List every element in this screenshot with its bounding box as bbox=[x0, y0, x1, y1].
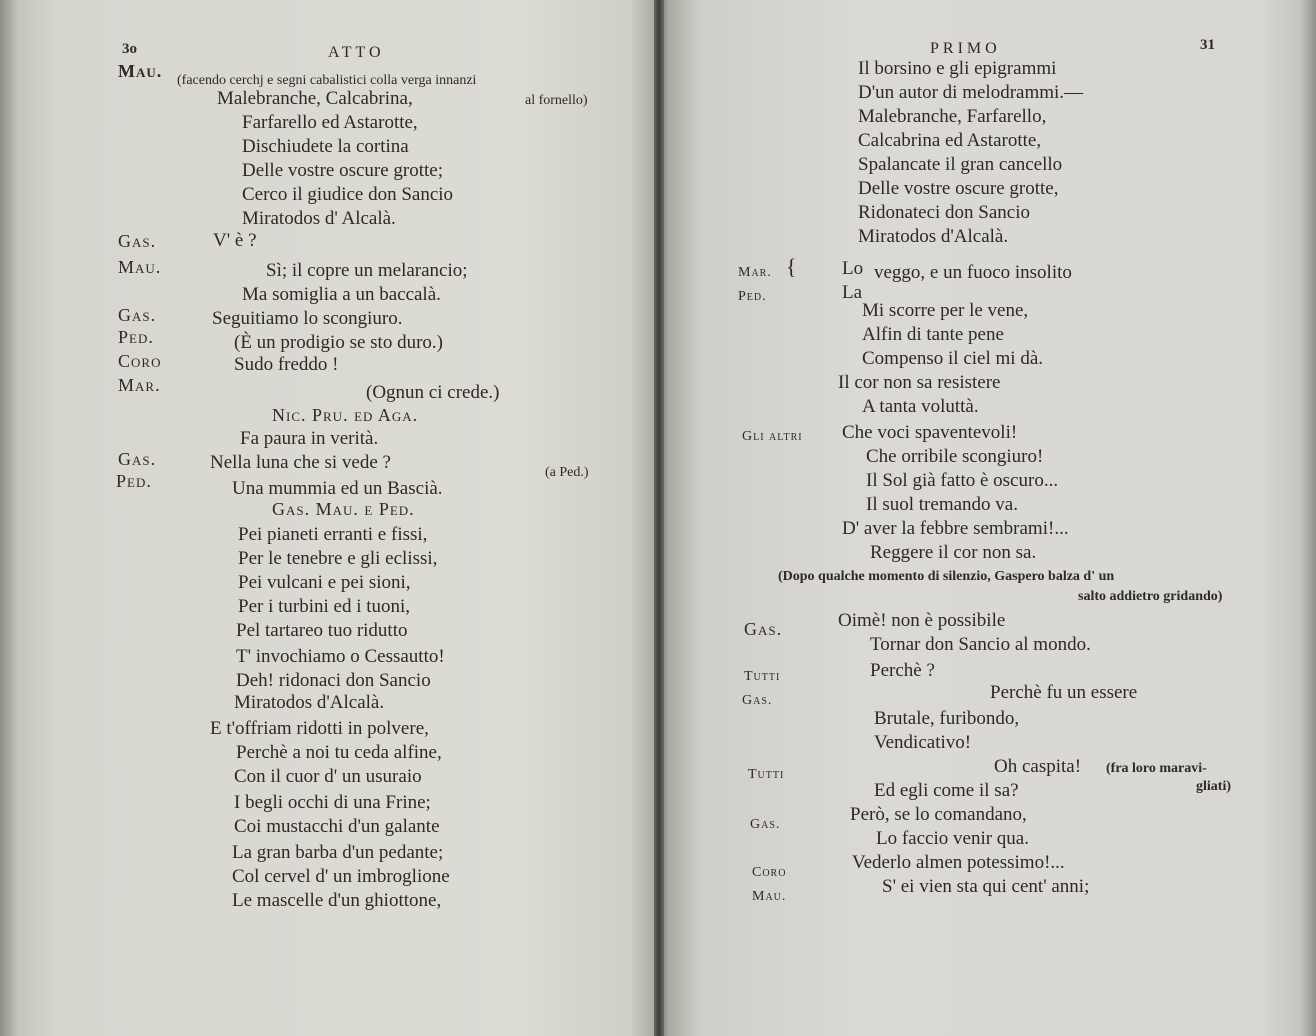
verse-line: E t'offriam ridotti in polvere, bbox=[210, 718, 429, 739]
verse-line: Farfarello ed Astarotte, bbox=[242, 112, 418, 133]
verse-line: Sudo freddo ! bbox=[234, 354, 339, 375]
speaker-group: Gas. Mau. e Ped. bbox=[272, 499, 415, 519]
verse-line: Calcabrina ed Astarotte, bbox=[858, 130, 1042, 151]
speaker: Coro bbox=[752, 865, 787, 880]
verse-line: T' invochiamo o Cessautto! bbox=[236, 646, 445, 667]
verse-line: Per le tenebre e gli eclissi, bbox=[238, 548, 438, 569]
verse-line: Mi scorre per le vene, bbox=[862, 300, 1029, 321]
verse-line: Tornar don Sancio al mondo. bbox=[870, 634, 1091, 655]
book-spine bbox=[654, 0, 664, 1036]
verse-line: Alfin di tante pene bbox=[862, 324, 1004, 345]
verse-line: (Ognun ci crede.) bbox=[366, 382, 500, 403]
speaker: Gas. bbox=[118, 231, 157, 251]
verse-line: Lo faccio venir qua. bbox=[876, 828, 1029, 849]
verse-line: Spalancate il gran cancello bbox=[858, 154, 1063, 175]
verse-line: Ed egli come il sa? bbox=[874, 780, 1019, 801]
speaker: Gas. bbox=[118, 305, 157, 325]
brace: { bbox=[786, 254, 797, 279]
page-number: 31 bbox=[1200, 37, 1215, 53]
verse-line: Malebranche, Calcabrina, bbox=[217, 88, 413, 109]
verse-line: Il suol tremando va. bbox=[866, 494, 1018, 515]
speaker: Ped. bbox=[118, 327, 154, 347]
speaker: Gas. bbox=[750, 817, 781, 832]
speaker: Mau. bbox=[118, 61, 163, 81]
verse-line: Il Sol già fatto è oscuro... bbox=[866, 470, 1059, 491]
page-number: 3o bbox=[122, 41, 137, 57]
verse-line: Però, se lo comandano, bbox=[850, 804, 1027, 825]
verse-line: Per i turbini ed i tuoni, bbox=[238, 596, 411, 617]
verse-line: Reggere il cor non sa. bbox=[870, 542, 1037, 563]
speaker: Coro bbox=[118, 351, 162, 371]
verse-line: Delle vostre oscure grotte; bbox=[242, 160, 444, 181]
verse-line: Oimè! non è possibile bbox=[838, 610, 1006, 631]
verse-line: A tanta voluttà. bbox=[862, 396, 979, 417]
verse-line: veggo, e un fuoco insolito bbox=[874, 262, 1072, 283]
verse-line: Miratodos d' Alcalà. bbox=[242, 208, 396, 229]
verse-line: Brutale, furibondo, bbox=[874, 708, 1020, 729]
speaker: Mar. bbox=[738, 265, 772, 280]
verse-line: Il borsino e gli epigrammi bbox=[858, 58, 1057, 79]
right-page bbox=[660, 0, 1316, 1036]
verse-line: Cerco il giudice don Sancio bbox=[242, 184, 454, 205]
verse-line: La gran barba d'un pedante; bbox=[232, 842, 444, 863]
verse-line: Sì; il copre un melarancio; bbox=[266, 260, 468, 281]
speaker: Gas. bbox=[744, 619, 783, 639]
verse-line: Il cor non sa resistere bbox=[838, 372, 1001, 393]
verse-line: Pei vulcani e pei sioni, bbox=[238, 572, 411, 593]
stage-direction: (Dopo qualche momento di silenzio, Gaspero balza d' un bbox=[778, 569, 1115, 584]
verse-line: Dischiudete la cortina bbox=[242, 136, 409, 157]
stage-direction: (a Ped.) bbox=[545, 465, 589, 480]
verse-line: Che orribile scongiuro! bbox=[866, 446, 1044, 467]
stage-direction: (fra loro maravi- bbox=[1106, 761, 1207, 776]
verse-line: Delle vostre oscure grotte, bbox=[858, 178, 1059, 199]
verse-line: Vederlo almen potessimo!... bbox=[852, 852, 1065, 873]
speaker: Ped. bbox=[116, 471, 152, 491]
verse-line: Vendicativo! bbox=[874, 732, 972, 753]
verse-line: Le mascelle d'un ghiottone, bbox=[232, 890, 442, 911]
verse-line: Oh caspita! bbox=[994, 756, 1082, 777]
verse-line: I begli occhi di una Frine; bbox=[234, 792, 431, 813]
verse-line: Col cervel d' un imbroglione bbox=[232, 866, 450, 887]
stage-direction: salto addietro gridando) bbox=[1078, 589, 1223, 604]
speaker: Mau. bbox=[752, 889, 787, 904]
page-header: ATTO bbox=[328, 44, 385, 61]
verse-line: Pei pianeti erranti e fissi, bbox=[238, 524, 428, 545]
speaker: Tutti bbox=[748, 767, 785, 782]
verse-line: Lo bbox=[842, 258, 864, 279]
verse-line: D' aver la febbre sembrami!... bbox=[842, 518, 1069, 539]
speaker: Tutti bbox=[744, 669, 781, 684]
speaker: Ped. bbox=[738, 289, 767, 304]
verse-line: Nella luna che si vede ? bbox=[210, 452, 391, 473]
verse-line: Ma somiglia a un baccalà. bbox=[242, 284, 441, 305]
verse-line: Che voci spaventevoli! bbox=[842, 422, 1018, 443]
stage-direction: (facendo cerchj e segni cabalistici colla verga innanzi bbox=[177, 73, 477, 88]
verse-line: (È un prodigio se sto duro.) bbox=[234, 332, 443, 353]
verse-line: Miratodos d'Alcalà. bbox=[234, 692, 385, 713]
speaker: Gas. bbox=[118, 449, 157, 469]
verse-line: Malebranche, Farfarello, bbox=[858, 106, 1047, 127]
verse-line: Coi mustacchi d'un galante bbox=[234, 816, 440, 837]
speaker: Gas. bbox=[742, 693, 773, 708]
verse-line: Perchè a noi tu ceda alfine, bbox=[236, 742, 442, 763]
speaker: Mau. bbox=[118, 257, 162, 277]
verse-line: Miratodos d'Alcalà. bbox=[858, 226, 1009, 247]
verse-line: Seguitiamo lo scongiuro. bbox=[212, 308, 403, 329]
verse-line: Fa paura in verità. bbox=[240, 428, 379, 449]
stage-direction: al fornello) bbox=[525, 93, 588, 108]
speaker: Mar. bbox=[118, 375, 161, 395]
verse-line: Con il cuor d' un usuraio bbox=[234, 766, 422, 787]
speaker-group: Nic. Pru. ed Aga. bbox=[272, 405, 419, 425]
verse-line: D'un autor di melodrammi.— bbox=[858, 82, 1084, 103]
verse-line: Ridonateci don Sancio bbox=[858, 202, 1031, 223]
verse-line: Perchè fu un essere bbox=[990, 682, 1138, 703]
verse-line: Compenso il ciel mi dà. bbox=[862, 348, 1044, 369]
stage-direction: gliati) bbox=[1196, 779, 1231, 794]
verse-line: S' ei vien sta qui cent' anni; bbox=[882, 876, 1090, 897]
verse-line: V' è ? bbox=[213, 230, 257, 251]
verse-line: Deh! ridonaci don Sancio bbox=[236, 670, 431, 691]
verse-line: La bbox=[842, 282, 863, 303]
verse-line: Perchè ? bbox=[870, 660, 935, 681]
verse-line: Pel tartareo tuo ridutto bbox=[236, 620, 408, 641]
verse-line: Una mummia ed un Bascià. bbox=[232, 478, 443, 499]
page-header: PRIMO bbox=[930, 40, 1001, 57]
speaker: Gli altri bbox=[742, 429, 803, 444]
